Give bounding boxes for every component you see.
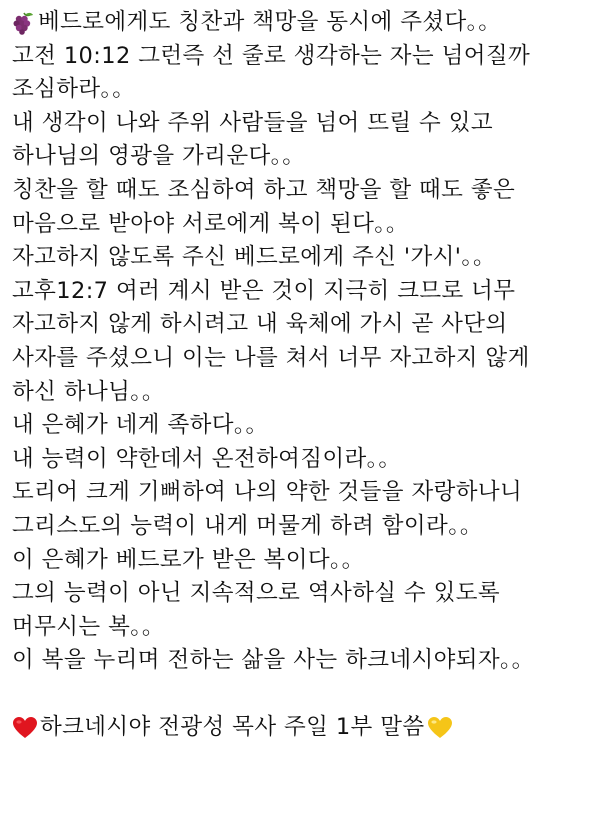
memo-line-14 [12, 443, 586, 477]
memo-line-text: 이 은혜가 베드로가 받은 복이다。。 [12, 546, 365, 573]
blank-line [12, 678, 586, 712]
memo-line-text: 내 은혜가 네게 족하다。。 [12, 412, 269, 439]
memo-line-text: 머무시는 복。。 [12, 613, 165, 640]
memo-line-text: 사자를 주셨으니 이는 나를 쳐서 너무 자고하지 않게 [12, 344, 530, 371]
memo-line-8 [12, 241, 586, 275]
yellow-heart-icon [427, 716, 453, 740]
memo-line-text: 베드로에게도 칭찬과 책망을 동시에 주셨다。。 [38, 9, 502, 35]
memo-line-text: 고전 10:12 그런즉 선 줄로 생각하는 자는 넘어질까 [12, 42, 531, 69]
memo-line-20 [12, 644, 586, 678]
memo-line-16 [12, 510, 586, 544]
memo-line-text: 내 능력이 약한데서 온전하여짐이라。。 [12, 445, 402, 472]
memo-line-7 [12, 208, 586, 242]
memo-line-18 [12, 577, 586, 611]
memo-line-5 [12, 140, 586, 174]
memo-line-12 [12, 376, 586, 410]
memo-line-text: 고후12:7 여러 계시 받은 것이 지극히 크므로 너무 [12, 277, 516, 304]
memo-line-text: 도리어 크게 기뻐하여 나의 약한 것들을 자랑하나니 [12, 479, 523, 506]
memo-line-2 [12, 40, 586, 74]
memo-line-text: 하나님의 영광을 가리운다。。 [12, 143, 306, 170]
memo-line-17 [12, 544, 586, 578]
memo-line-text: 칭찬을 할 때도 조심하여 하고 책망을 할 때도 좋은 [12, 176, 516, 203]
memo-line-4 [12, 107, 586, 141]
memo-line-15 [12, 476, 586, 510]
memo-line-11 [12, 342, 586, 376]
memo-line-text: 마음으로 받아야 서로에게 복이 된다。。 [12, 210, 409, 237]
memo-line-1 [12, 6, 586, 40]
memo-line-text: 자고하지 않게 하시려고 내 육체에 가시 곧 사단의 [12, 311, 508, 338]
memo-line-10 [12, 308, 586, 342]
memo-line-text: 그리스도의 능력이 내게 머물게 하려 함이라。。 [12, 512, 483, 539]
memo-line-text: 자고하지 않도록 주신 베드로에게 주신 '가시'。。 [12, 244, 496, 271]
memo-signature-line [12, 711, 586, 745]
memo-line-text: 그의 능력이 아닌 지속적으로 역사하실 수 있도록 [12, 580, 501, 607]
memo-line-text: 내 생각이 나와 주위 사람들을 넘어 뜨릴 수 있고 [12, 109, 493, 136]
memo-line-19 [12, 611, 586, 645]
memo-line-text: 조심하라。。 [12, 76, 136, 103]
memo-line-3 [12, 73, 586, 107]
grapes-icon [12, 11, 36, 35]
red-heart-icon [12, 716, 38, 740]
memo-line-6 [12, 174, 586, 208]
memo-line-13 [12, 409, 586, 443]
memo-line-text: 하신 하나님。。 [12, 378, 165, 405]
memo-line-9 [12, 275, 586, 309]
memo-line-text: 이 복을 누리며 전하는 삶을 사는 하크네시야되자。。 [12, 647, 535, 674]
signature-text: 하크네시야 전광성 목사 주일 1부 말씀 [40, 714, 425, 741]
